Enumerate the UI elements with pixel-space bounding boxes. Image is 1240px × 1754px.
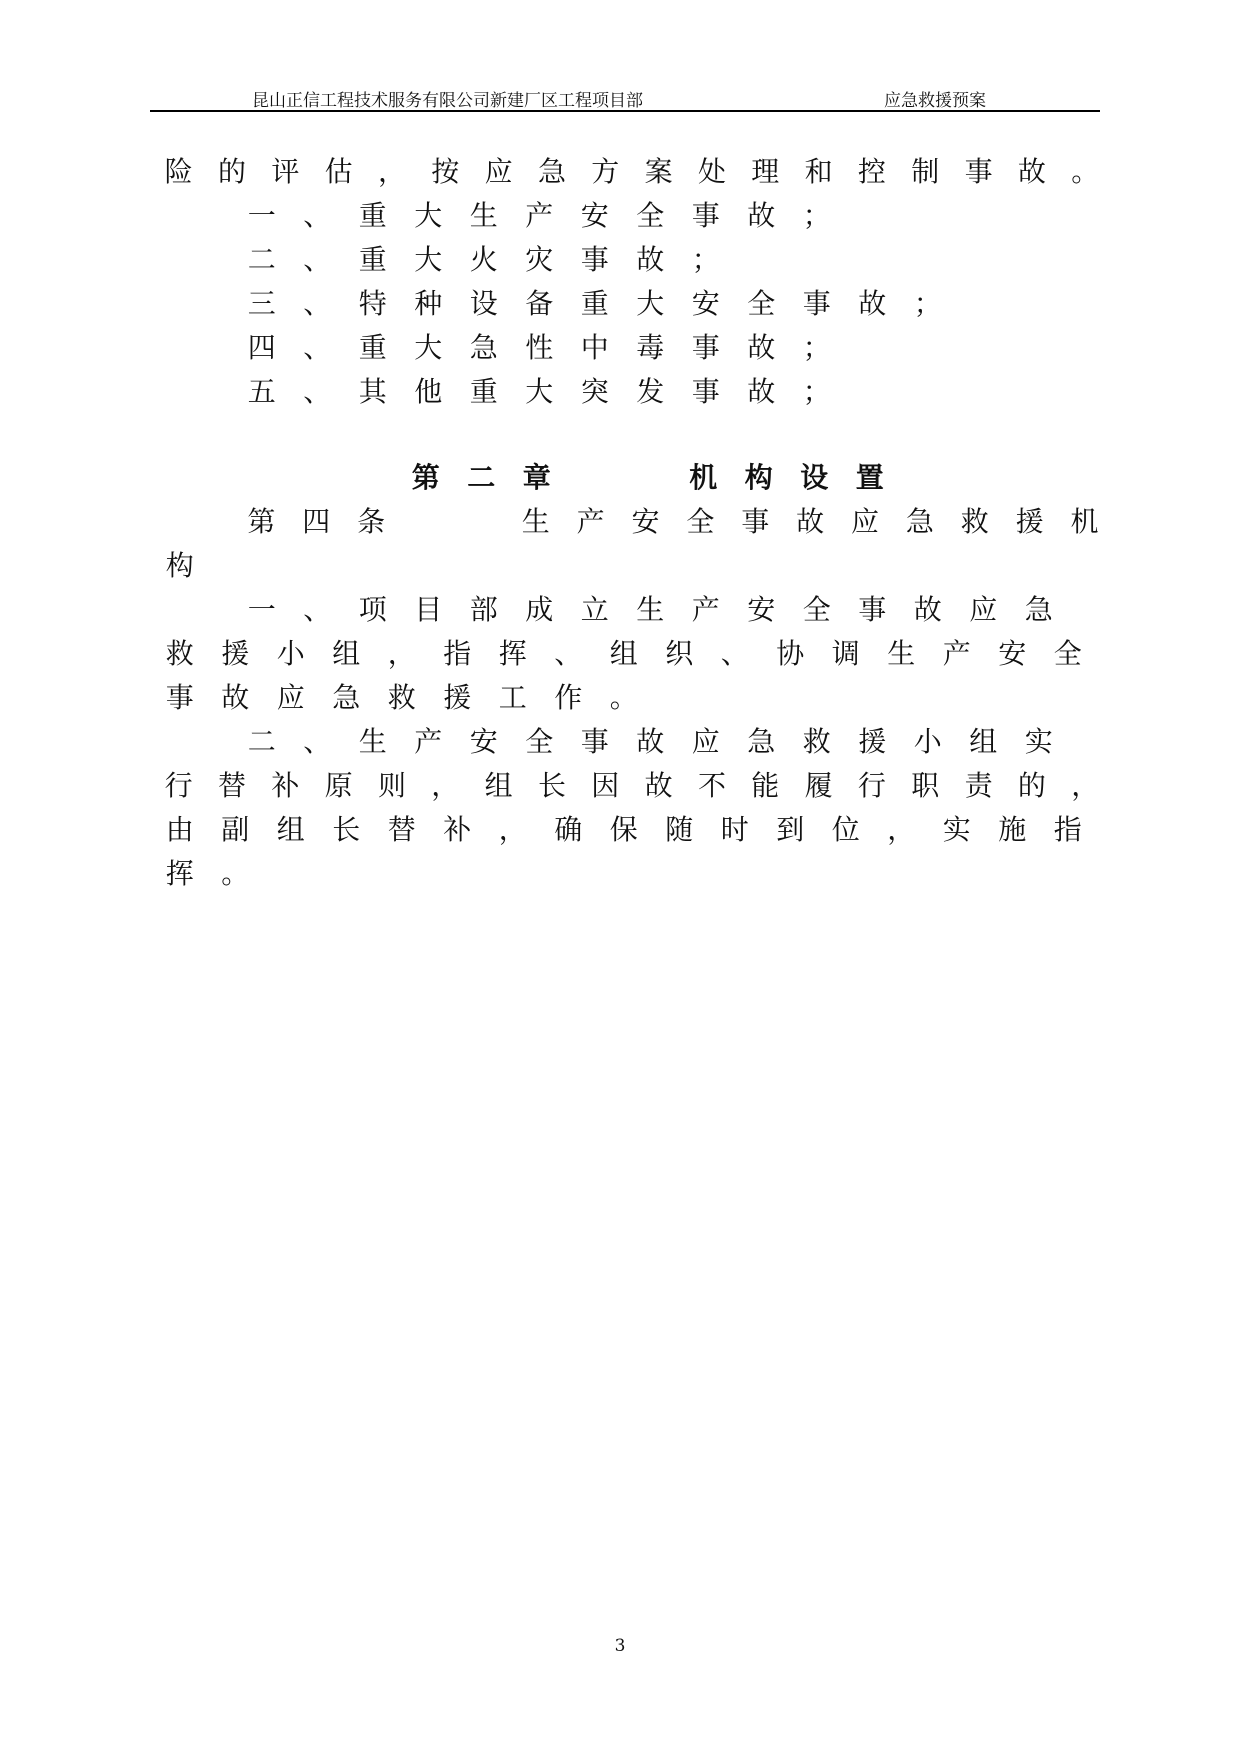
page-number: 3 [614,1636,626,1656]
text-line: 行 替 补 原 则 ， 组 长 因 故 不 能 履 行 职 责 的 ， [164,769,1100,802]
text-line: 二 、 重 大 火 灾 事 故 ； [247,243,720,276]
text-line: 险 的 评 估 ， 按 应 急 方 案 处 理 和 控 制 事 故 。 [164,155,1100,188]
page-header [150,84,1100,112]
text-line: 由 副 组 长 替 补 ， 确 保 随 时 到 位 ， 实 施 指 [165,813,1082,846]
text-line: 第 四 条 生 产 安 全 事 故 应 急 救 援 机 [247,505,1099,538]
text-line: 事 故 应 急 救 援 工 作 。 [165,681,638,714]
header-company: 昆山正信工程技术服务有限公司新建厂区工程项目部 [252,91,643,111]
text-line: 一 、 重 大 生 产 安 全 事 故 ； [247,199,831,232]
header-doc-title: 应急救援预案 [884,91,986,111]
text-line: 三 、 特 种 设 备 重 大 安 全 事 故 ； [247,287,942,320]
text-line: 挥 。 [165,857,250,890]
text-line: 四 、 重 大 急 性 中 毒 事 故 ； [247,331,831,364]
text-line: 五 、 其 他 重 大 突 发 事 故 ； [247,375,831,408]
text-line: 构 [165,549,194,582]
text-line: 一 、 项 目 部 成 立 生 产 安 全 事 故 应 急 [247,593,1053,626]
chapter-heading: 第 二 章 机 构 设 置 [411,461,884,494]
text-line: 救 援 小 组 ， 指 挥 、 组 织 、 协 调 生 产 安 全 [165,637,1082,670]
paragraph-spacer [152,414,1112,456]
text-line: 二 、 生 产 安 全 事 故 应 急 救 援 小 组 实 [247,725,1053,758]
document-body [152,150,1112,896]
